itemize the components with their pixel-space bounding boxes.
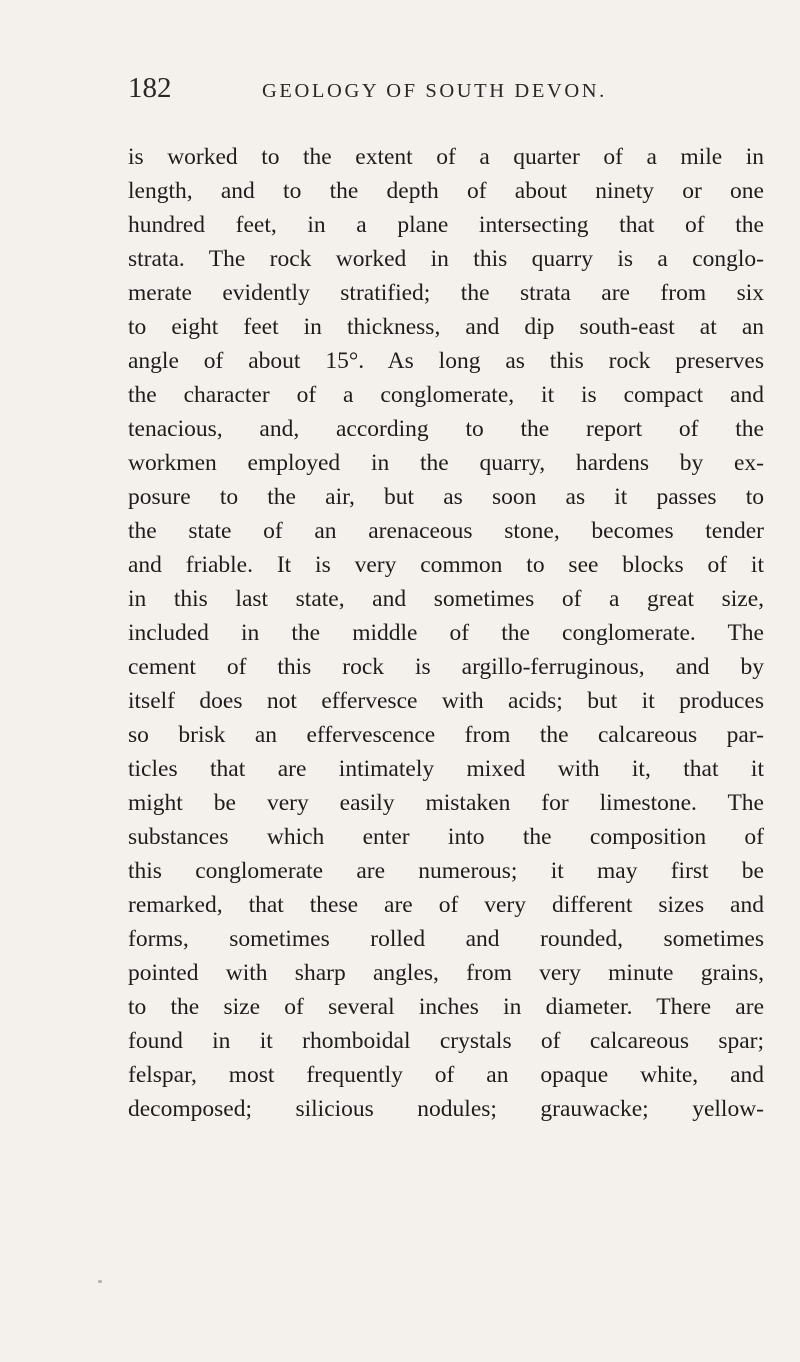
text-line: is worked to the extent of a quarter of a mile in	[128, 144, 764, 170]
text-line: included in the middle of the conglomerate. The	[128, 620, 764, 646]
text-line: cement of this rock is argillo-ferruginous, and by	[128, 654, 764, 680]
text-line: in this last state, and sometimes of a great size,	[128, 586, 764, 612]
text-line: hundred feet, in a plane intersecting that of the	[128, 212, 764, 238]
text-line: might be very easily mistaken for limestone. The	[128, 790, 764, 816]
text-line: to the size of several inches in diameter. There are	[128, 994, 764, 1020]
page-number: 182	[128, 72, 172, 104]
text-line: pointed with sharp angles, from very minute grains,	[128, 960, 764, 986]
text-line: remarked, that these are of very different sizes and	[128, 892, 764, 918]
text-line: the character of a conglomerate, it is compact and	[128, 382, 764, 408]
text-line: found in it rhomboidal crystals of calcareous spar;	[128, 1028, 764, 1054]
text-line: angle of about 15°. As long as this rock preserves	[128, 348, 764, 374]
text-line: the state of an arenaceous stone, becomes tender	[128, 518, 764, 544]
text-line: workmen employed in the quarry, hardens by ex-	[128, 450, 764, 476]
text-line: ticles that are intimately mixed with it, that it	[128, 756, 764, 782]
text-line: and friable. It is very common to see blocks of it	[128, 552, 764, 578]
text-line: forms, sometimes rolled and rounded, sometimes	[128, 926, 764, 952]
text-line: substances which enter into the composition of	[128, 824, 764, 850]
body-text	[128, 140, 764, 1126]
text-line: merate evidently stratified; the strata are from six	[128, 280, 764, 306]
text-line: tenacious, and, according to the report of the	[128, 416, 764, 442]
text-line: length, and to the depth of about ninety or one	[128, 178, 764, 204]
page-header	[128, 72, 768, 112]
text-line: decomposed; silicious nodules; grauwacke; yellow-	[128, 1096, 764, 1122]
text-line: this conglomerate are numerous; it may first be	[128, 858, 764, 884]
text-line: strata. The rock worked in this quarry is a conglo-	[128, 246, 764, 272]
text-line: posure to the air, but as soon as it passes to	[128, 484, 764, 510]
paper-speck	[98, 1280, 102, 1283]
text-line: felspar, most frequently of an opaque white, and	[128, 1062, 764, 1088]
running-title: GEOLOGY OF SOUTH DEVON.	[262, 80, 607, 102]
text-line: so brisk an effervescence from the calcareous par-	[128, 722, 764, 748]
text-line: itself does not effervesce with acids; but it produces	[128, 688, 764, 714]
text-line: to eight feet in thickness, and dip south-east at an	[128, 314, 764, 340]
